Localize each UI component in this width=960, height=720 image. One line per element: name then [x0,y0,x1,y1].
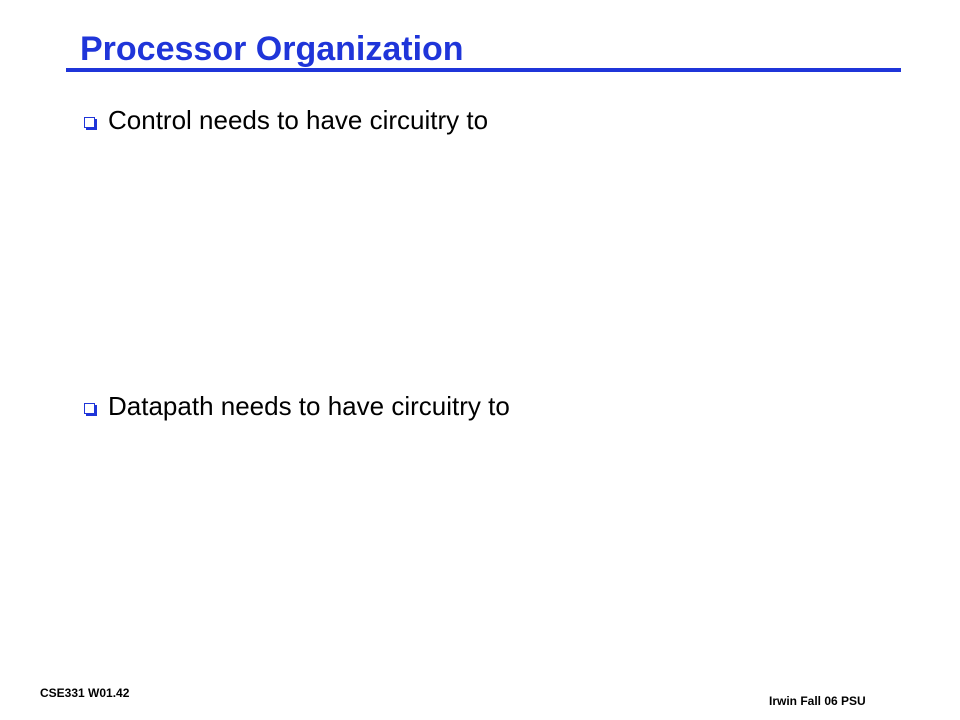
checkbox-bullet-icon [84,403,95,414]
slide-title: Processor Organization [80,30,464,68]
bullet-text: Control needs to have circuitry to [108,105,489,135]
footer-author-term: Irwin Fall 06 PSU [769,694,866,708]
checkbox-bullet-icon [84,117,95,128]
title-underline [66,68,901,72]
bullet-text: Datapath needs to have circuitry to [108,391,510,421]
footer-course-slide-number: CSE331 W01.42 [40,686,130,700]
bullet-item-control [84,104,488,136]
bullet-item-datapath [84,390,510,422]
